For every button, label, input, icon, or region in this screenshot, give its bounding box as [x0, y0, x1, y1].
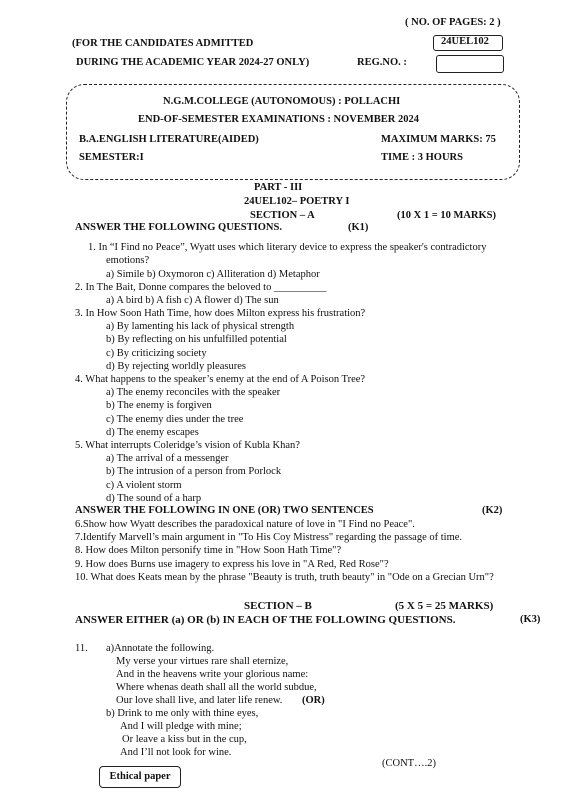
question-11b-prompt: b) Drink to me only with thine eyes, [106, 708, 259, 719]
short-question: 9. How does Burns use imagery to express his love in "A Red, Red Rose"? [75, 559, 389, 570]
poem-line: And in the heavens write your glorious name: [116, 669, 309, 680]
mcq-line: b) The intrusion of a person from Porlock [106, 466, 282, 477]
section-a-marks: (10 X 1 = 10 MARKS) [397, 210, 497, 221]
short-answer-instruction: ANSWER THE FOLLOWING IN ONE (OR) TWO SENTENCES [75, 505, 374, 516]
mcq-line: emotions? [106, 255, 150, 266]
continued-note: (CONT….2) [382, 758, 436, 769]
section-b-marks: (5 X 5 = 25 MARKS) [395, 600, 494, 612]
poem-line: And I will pledge with mine; [120, 721, 242, 732]
short-question: 6.Show how Wyatt describes the paradoxical nature of love in "I Find no Peace". [75, 519, 415, 530]
k1-label: (K1) [348, 222, 369, 233]
academic-year-note: DURING THE ACADEMIC YEAR 2024-27 ONLY) [76, 57, 310, 68]
reg-no-label: REG.NO. : [357, 57, 407, 68]
mcq-line: d) By rejecting worldly pleasures [106, 361, 246, 372]
mcq-line: d) The enemy escapes [106, 427, 199, 438]
mcq-line: 2. In The Bait, Donne compares the beloved to __________ [75, 282, 327, 293]
poem-line: Or leave a kiss but in the cup, [122, 734, 247, 745]
course-code: 24UEL102 [441, 36, 489, 47]
short-question: 8. How does Milton personify time in "How Soon Hath Time"? [75, 545, 342, 556]
mcq-line: 3. In How Soon Hath Time, how does Milton express his frustration? [75, 308, 366, 319]
mcq-line: 4. What happens to the speaker’s enemy at the end of A Poison Tree? [75, 374, 366, 385]
k3-label: (K3) [520, 614, 541, 625]
page-count: ( NO. OF PAGES: 2 ) [405, 17, 501, 28]
mcq-line: a) The arrival of a messenger [106, 453, 229, 464]
college-name: N.G.M.COLLEGE (AUTONOMOUS) : POLLACHI [163, 96, 401, 107]
section-a-instruction: ANSWER THE FOLLOWING QUESTIONS. [75, 222, 282, 233]
mcq-line: a) By lamenting his lack of physical strength [106, 321, 295, 332]
section-b-title: SECTION – B [244, 600, 312, 612]
mcq-line: b) By reflecting on his unfulfilled potential [106, 334, 287, 345]
admitted-note: (FOR THE CANDIDATES ADMITTED [72, 38, 254, 49]
mcq-line: 5. What interrupts Coleridge’s vision of Kubla Khan? [75, 440, 300, 451]
mcq-line: c) By criticizing society [106, 348, 207, 359]
part-title: PART - III [254, 182, 303, 193]
mcq-line: a) Simile b) Oxymoron c) Alliteration d) Metaphor [106, 269, 320, 280]
mcq-line: b) The enemy is forgiven [106, 400, 212, 411]
question-number: 11. [75, 643, 88, 654]
subject-title: 24UEL102– POETRY I [244, 196, 350, 207]
mcq-line: c) A violent storm [106, 480, 182, 491]
section-b-instruction: ANSWER EITHER (a) OR (b) IN EACH OF THE FOLLOWING QUESTIONS. [75, 614, 456, 626]
question-11a-prompt: a)Annotate the following. [106, 643, 215, 654]
short-question: 7.Identify Marvell’s main argument in "To His Coy Mistress" regarding the passage of time. [75, 532, 463, 543]
poem-line: My verse your virtues rare shall eternize, [116, 656, 289, 667]
mcq-line: d) The sound of a harp [106, 493, 202, 504]
poem-line: Where whenas death shall all the world subdue, [116, 682, 317, 693]
k2-label: (K2) [482, 505, 503, 516]
mcq-line: c) The enemy dies under the tree [106, 414, 244, 425]
short-question: 10. What does Keats mean by the phrase "Beauty is truth, truth beauty" in "Ode on a Grecian Urn"? [75, 572, 494, 583]
semester: SEMESTER:I [79, 152, 144, 163]
exam-time: TIME : 3 HOURS [381, 152, 463, 163]
mcq-line: a) The enemy reconciles with the speaker [106, 387, 281, 398]
section-a-title: SECTION – A [250, 210, 315, 221]
ethical-paper-badge: Ethical paper [99, 766, 181, 788]
exam-name: END-OF-SEMESTER EXAMINATIONS : NOVEMBER 2024 [138, 114, 419, 125]
max-marks: MAXIMUM MARKS: 75 [381, 134, 496, 145]
poem-line: Our love shall live, and later life renew. [116, 695, 283, 706]
reg-no-box[interactable] [436, 55, 504, 73]
or-label: (OR) [302, 695, 325, 706]
mcq-line: 1. In “I Find no Peace”, Wyatt uses which literary device to express the speaker's contradictory [88, 242, 487, 253]
mcq-line: a) A bird b) A fish c) A flower d) The sun [106, 295, 279, 306]
programme: B.A.ENGLISH LITERATURE(AIDED) [79, 134, 259, 145]
poem-line: And I’ll not look for wine. [120, 747, 232, 758]
